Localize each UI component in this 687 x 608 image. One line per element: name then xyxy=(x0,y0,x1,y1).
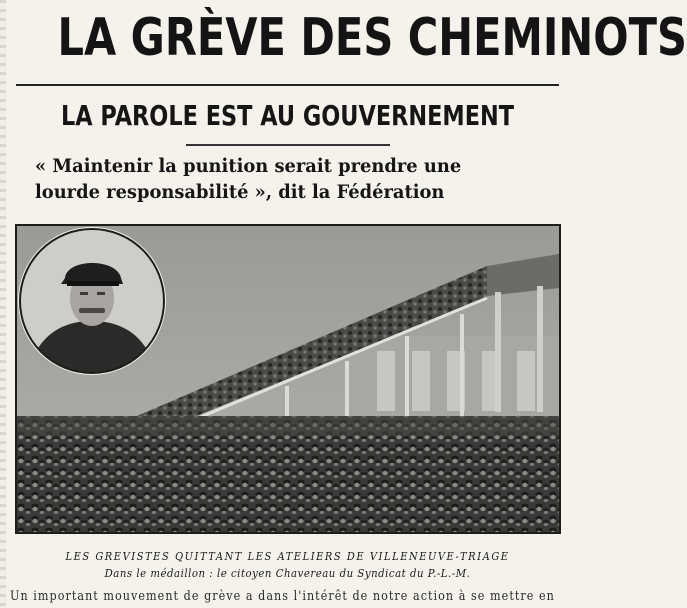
photo-caption: LES GREVISTES QUITTANT LES ATELIERS DE VILLENEUVE-TRIAGE xyxy=(65,549,510,563)
scan-edge xyxy=(0,0,6,608)
photo-caption-sub: Dans le médaillon : le citoyen Chavereau du Syndicat du P.-L.-M. xyxy=(104,566,471,580)
article-body-start: Un important mouvement de grève a dans l'intérêt de notre action à se mettre en xyxy=(10,589,555,604)
photo-illustration xyxy=(17,226,559,532)
subheadline-rule xyxy=(186,144,390,146)
quote-line-2: lourde responsabilité », dit la Fédération xyxy=(35,181,445,203)
quote-deck xyxy=(35,153,524,205)
subheadline: LA PAROLE EST AU GOUVERNEMENT xyxy=(60,99,515,132)
headline: LA GRÈVE DES CHEMINOTS xyxy=(57,8,687,68)
headline-rule xyxy=(16,84,559,86)
photograph xyxy=(15,224,561,534)
quote-line-1: « Maintenir la punition serait prendre une xyxy=(35,155,462,177)
